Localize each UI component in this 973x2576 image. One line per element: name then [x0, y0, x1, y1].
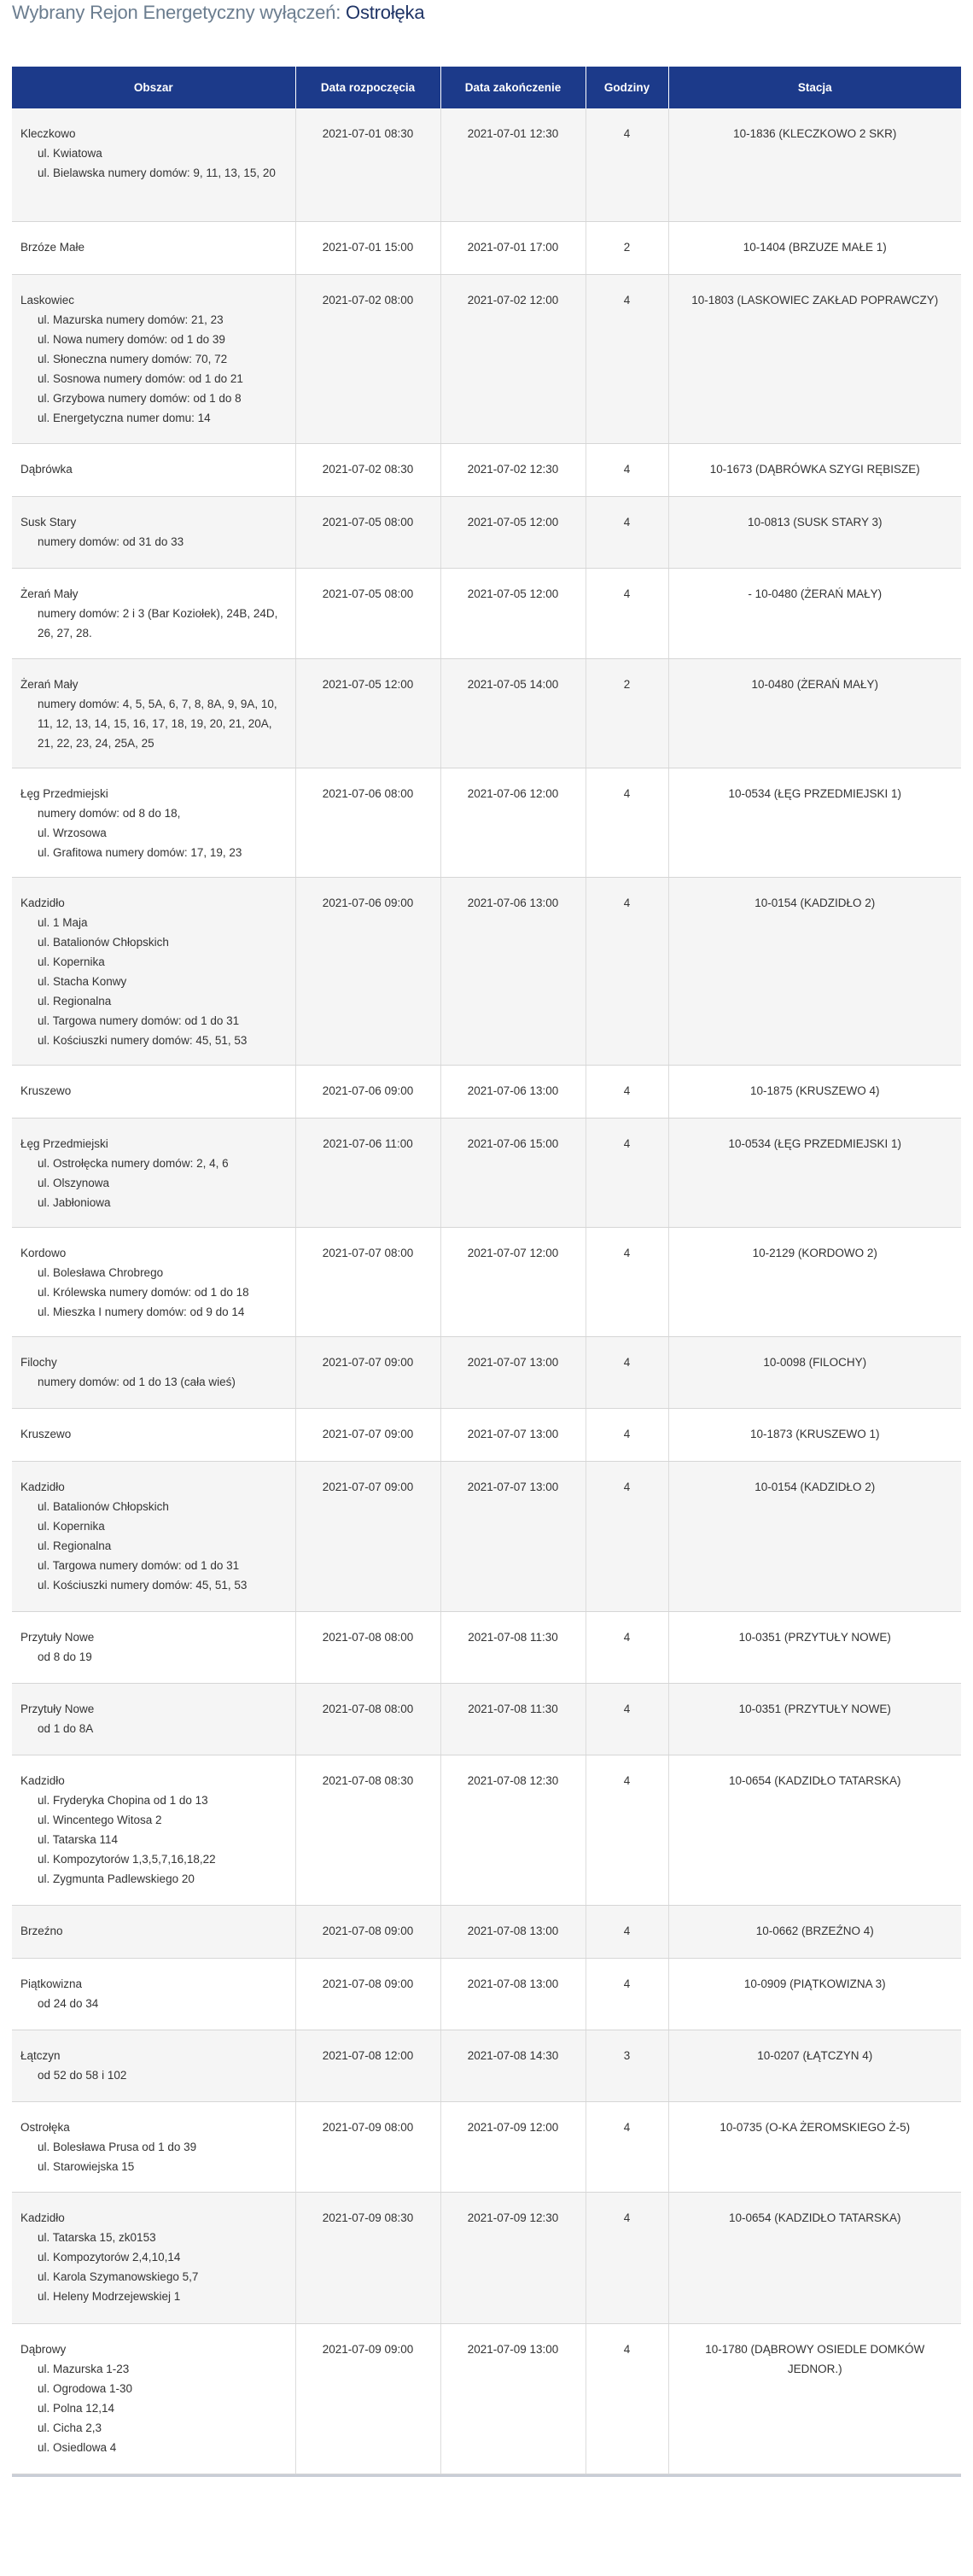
- cell-station: 10-1404 (BRZUZE MAŁE 1): [668, 221, 961, 274]
- cell-station: 10-0654 (KADZIDŁO TATARSKA): [668, 2192, 961, 2323]
- cell-station: 10-0351 (PRZYTUŁY NOWE): [668, 1683, 961, 1755]
- area-name: Kruszewo: [20, 1427, 72, 1440]
- cell-end-date: 2021-07-08 11:30: [440, 1683, 586, 1755]
- area-detail-line: ul. Olszynowa: [38, 1176, 110, 1189]
- area-name: Przytuły Nowe: [20, 1630, 95, 1644]
- table-row: [12, 1611, 961, 1683]
- cell-end-date: 2021-07-05 12:00: [440, 496, 586, 568]
- area-detail-line: ul. 1 Maja: [38, 915, 88, 929]
- cell-start-date: 2021-07-05 08:00: [295, 568, 440, 658]
- area-detail-line: ul. Targowa numery domów: od 1 do 31: [38, 1558, 240, 1572]
- cell-end-date: 2021-07-07 13:00: [440, 1461, 586, 1611]
- cell-hours: 4: [586, 1683, 668, 1755]
- cell-start-date: 2021-07-08 09:00: [295, 1958, 440, 2030]
- cell-station: 10-0654 (KADZIDŁO TATARSKA): [668, 1755, 961, 1905]
- cell-station: 10-0662 (BRZEŹNO 4): [668, 1905, 961, 1958]
- cell-station: 10-1836 (KLECZKOWO 2 SKR): [668, 108, 961, 221]
- cell-end-date: 2021-07-08 13:00: [440, 1905, 586, 1958]
- area-detail-line: ul. Wrzosowa: [38, 826, 107, 839]
- cell-area: [12, 1755, 295, 1905]
- cell-station: 10-1803 (LASKOWIEC ZAKŁAD POPRAWCZY): [668, 274, 961, 443]
- cell-end-date: 2021-07-06 13:00: [440, 1065, 586, 1118]
- area-detail-line: od 1 do 8A: [38, 1721, 94, 1735]
- cell-area: [12, 2323, 295, 2474]
- cell-hours: 2: [586, 658, 668, 768]
- area-detail-line: ul. Mazurska 1-23: [38, 2362, 130, 2375]
- cell-end-date: 2021-07-08 14:30: [440, 2030, 586, 2101]
- cell-end-date: 2021-07-05 14:00: [440, 658, 586, 768]
- cell-hours: 4: [586, 1408, 668, 1461]
- area-detail-line: ul. Bolesława Chrobrego: [38, 1265, 164, 1279]
- cell-hours: 4: [586, 1227, 668, 1336]
- area-detail-line: ul. Polna 12,14: [38, 2401, 115, 2415]
- table-row: [12, 496, 961, 568]
- table-row: [12, 568, 961, 658]
- cell-end-date: 2021-07-07 12:00: [440, 1227, 586, 1336]
- cell-hours: 4: [586, 2323, 668, 2474]
- cell-end-date: 2021-07-09 13:00: [440, 2323, 586, 2474]
- cell-hours: 4: [586, 1905, 668, 1958]
- cell-hours: 4: [586, 2192, 668, 2323]
- area-detail-line: ul. Fryderyka Chopina od 1 do 13: [38, 1793, 208, 1807]
- area-detail-line: ul. Kwiatowa: [38, 147, 102, 160]
- cell-end-date: 2021-07-09 12:00: [440, 2101, 586, 2192]
- cell-start-date: 2021-07-07 09:00: [295, 1461, 440, 1611]
- area-name: Kordowo: [20, 1246, 67, 1259]
- cell-station: 10-0735 (O-KA ŻEROMSKIEGO Ż-5): [668, 2101, 961, 2192]
- cell-area: [12, 1461, 295, 1611]
- cell-hours: 4: [586, 108, 668, 221]
- cell-end-date: 2021-07-07 13:00: [440, 1408, 586, 1461]
- cell-end-date: 2021-07-05 12:00: [440, 568, 586, 658]
- cell-start-date: 2021-07-05 12:00: [295, 658, 440, 768]
- area-detail-line: numery domów: od 1 do 13 (cała wieś): [38, 1375, 236, 1388]
- area-detail-line: od 52 do 58 i 102: [38, 2068, 127, 2082]
- table-row: [12, 2030, 961, 2101]
- area-detail-line: numery domów: 4, 5, 5A, 6, 7, 8, 8A, 9, 9A, 10, 11, 12, 13, 14, 15, 16, 17, 18, 19, 20, 21, 20A, 21, 22, 23, 24, 25A, 25: [38, 697, 277, 750]
- table-row: [12, 221, 961, 274]
- cell-end-date: 2021-07-01 17:00: [440, 221, 586, 274]
- selected-region: Ostrołęka: [346, 2, 425, 23]
- cell-start-date: 2021-07-08 08:00: [295, 1683, 440, 1755]
- area-name: Dąbrówka: [20, 462, 73, 476]
- cell-station: 10-0154 (KADZIDŁO 2): [668, 1461, 961, 1611]
- cell-start-date: 2021-07-07 09:00: [295, 1408, 440, 1461]
- cell-start-date: 2021-07-06 09:00: [295, 1065, 440, 1118]
- cell-hours: 3: [586, 2030, 668, 2101]
- cell-end-date: 2021-07-06 13:00: [440, 877, 586, 1065]
- cell-start-date: 2021-07-02 08:00: [295, 274, 440, 443]
- cell-area: [12, 443, 295, 496]
- cell-station: 10-2129 (KORDOWO 2): [668, 1227, 961, 1336]
- column-header-area: Obszar: [12, 67, 295, 108]
- area-detail-line: ul. Mieszka I numery domów: od 9 do 14: [38, 1305, 245, 1318]
- area-detail-line: ul. Bolesława Prusa od 1 do 39: [38, 2140, 197, 2153]
- cell-area: [12, 877, 295, 1065]
- area-detail-line: ul. Osiedlowa 4: [38, 2440, 117, 2454]
- table-row: [12, 2323, 961, 2474]
- cell-hours: 4: [586, 1065, 668, 1118]
- cell-area: [12, 2101, 295, 2192]
- cell-area: [12, 568, 295, 658]
- cell-start-date: 2021-07-06 08:00: [295, 768, 440, 877]
- cell-station: 10-0534 (ŁĘG PRZEDMIEJSKI 1): [668, 768, 961, 877]
- area-name: Żerań Mały: [20, 587, 79, 600]
- area-detail-line: ul. Mazurska numery domów: 21, 23: [38, 313, 224, 326]
- area-detail-line: ul. Kościuszki numery domów: 45, 51, 53: [38, 1033, 248, 1047]
- heading-prefix: Wybrany Rejon Energetyczny wyłączeń:: [12, 2, 347, 23]
- area-detail-line: ul. Regionalna: [38, 1539, 112, 1552]
- area-detail-line: ul. Kompozytorów 1,3,5,7,16,18,22: [38, 1852, 216, 1866]
- area-detail-line: ul. Stacha Konwy: [38, 974, 127, 988]
- cell-start-date: 2021-07-08 08:00: [295, 1611, 440, 1683]
- area-detail-line: numery domów: od 8 do 18,: [38, 806, 181, 820]
- column-header-station: Stacja: [668, 67, 961, 108]
- table-row: [12, 274, 961, 443]
- cell-area: [12, 1611, 295, 1683]
- cell-start-date: 2021-07-09 08:30: [295, 2192, 440, 2323]
- cell-start-date: 2021-07-06 11:00: [295, 1118, 440, 1227]
- cell-hours: 4: [586, 877, 668, 1065]
- cell-hours: 4: [586, 1958, 668, 2030]
- area-detail-line: ul. Energetyczna numer domu: 14: [38, 411, 211, 424]
- cell-area: [12, 2192, 295, 2323]
- area-detail-line: numery domów: 2 i 3 (Bar Koziołek), 24B, 24D, 26, 27, 28.: [38, 606, 278, 640]
- cell-start-date: 2021-07-08 09:00: [295, 1905, 440, 1958]
- area-detail-line: ul. Grafitowa numery domów: 17, 19, 23: [38, 845, 242, 859]
- area-detail-line: numery domów: od 31 do 33: [38, 534, 184, 548]
- area-name: Dąbrowy: [20, 2342, 67, 2356]
- cell-area: [12, 1336, 295, 1408]
- table-body: [12, 108, 961, 2474]
- area-name: Łęg Przedmiejski: [20, 786, 108, 800]
- table-row: [12, 1755, 961, 1905]
- cell-station: 10-0909 (PIĄTKOWIZNA 3): [668, 1958, 961, 2030]
- area-name: Łęg Przedmiejski: [20, 1136, 108, 1150]
- area-detail-line: ul. Królewska numery domów: od 1 do 18: [38, 1285, 249, 1299]
- area-detail-line: ul. Heleny Modrzejewskiej 1: [38, 2289, 181, 2303]
- cell-end-date: 2021-07-06 15:00: [440, 1118, 586, 1227]
- cell-start-date: 2021-07-01 08:30: [295, 108, 440, 221]
- cell-start-date: 2021-07-08 08:30: [295, 1755, 440, 1905]
- area-name: Kadzidło: [20, 1773, 65, 1787]
- cell-station: - 10-0480 (ŻERAŃ MAŁY): [668, 568, 961, 658]
- cell-station: 10-1673 (DĄBRÓWKA SZYGI RĘBISZE): [668, 443, 961, 496]
- cell-hours: 2: [586, 221, 668, 274]
- area-detail-line: ul. Regionalna: [38, 994, 112, 1008]
- area-detail-line: ul. Zygmunta Padlewskiego 20: [38, 1872, 195, 1885]
- table-row: [12, 877, 961, 1065]
- cell-station: 10-0154 (KADZIDŁO 2): [668, 877, 961, 1065]
- cell-area: [12, 1958, 295, 2030]
- area-detail-line: ul. Kopernika: [38, 955, 105, 968]
- area-name: Brzóze Małe: [20, 240, 85, 254]
- area-name: Kadzidło: [20, 2211, 65, 2224]
- cell-start-date: 2021-07-01 15:00: [295, 221, 440, 274]
- area-detail-line: ul. Ogrodowa 1-30: [38, 2381, 133, 2395]
- cell-area: [12, 1408, 295, 1461]
- area-name: Brzeźno: [20, 1924, 63, 1937]
- cell-area: [12, 658, 295, 768]
- cell-hours: 4: [586, 568, 668, 658]
- area-detail-line: ul. Tatarska 114: [38, 1832, 119, 1846]
- cell-end-date: 2021-07-06 12:00: [440, 768, 586, 877]
- cell-start-date: 2021-07-02 08:30: [295, 443, 440, 496]
- area-detail-line: ul. Batalionów Chłopskich: [38, 935, 169, 949]
- table-row: [12, 443, 961, 496]
- cell-area: [12, 221, 295, 274]
- cell-hours: 4: [586, 1118, 668, 1227]
- area-name: Przytuły Nowe: [20, 1702, 95, 1715]
- cell-station: 10-0351 (PRZYTUŁY NOWE): [668, 1611, 961, 1683]
- area-detail-line: od 8 do 19: [38, 1650, 92, 1663]
- area-name: Laskowiec: [20, 293, 75, 307]
- area-detail-line: ul. Batalionów Chłopskich: [38, 1499, 169, 1513]
- cell-station: 10-0813 (SUSK STARY 3): [668, 496, 961, 568]
- table-row: [12, 2192, 961, 2323]
- area-detail-line: ul. Sosnowa numery domów: od 1 do 21: [38, 371, 243, 385]
- cell-area: [12, 2030, 295, 2101]
- table-row: [12, 658, 961, 768]
- cell-start-date: 2021-07-07 08:00: [295, 1227, 440, 1336]
- cell-end-date: 2021-07-08 12:30: [440, 1755, 586, 1905]
- cell-end-date: 2021-07-07 13:00: [440, 1336, 586, 1408]
- cell-start-date: 2021-07-05 08:00: [295, 496, 440, 568]
- table-row: [12, 1461, 961, 1611]
- area-name: Żerań Mały: [20, 677, 79, 691]
- area-name: Kadzidło: [20, 1480, 65, 1493]
- cell-start-date: 2021-07-06 09:00: [295, 877, 440, 1065]
- area-detail-line: ul. Nowa numery domów: od 1 do 39: [38, 332, 225, 346]
- cell-area: [12, 1227, 295, 1336]
- cell-hours: 4: [586, 1336, 668, 1408]
- area-detail-line: ul. Karola Szymanowskiego 5,7: [38, 2269, 199, 2283]
- table-row: [12, 108, 961, 221]
- area-detail-line: ul. Tatarska 15, zk0153: [38, 2230, 156, 2244]
- outage-table-container: [12, 67, 961, 2477]
- cell-station: 10-1875 (KRUSZEWO 4): [668, 1065, 961, 1118]
- cell-hours: 4: [586, 496, 668, 568]
- area-name: Kleczkowo: [20, 127, 76, 140]
- table-row: [12, 1336, 961, 1408]
- table-row: [12, 1958, 961, 2030]
- cell-area: [12, 496, 295, 568]
- cell-end-date: 2021-07-08 11:30: [440, 1611, 586, 1683]
- cell-station: 10-0207 (ŁĄTCZYN 4): [668, 2030, 961, 2101]
- cell-area: [12, 1118, 295, 1227]
- area-detail-line: ul. Kopernika: [38, 1519, 105, 1533]
- cell-hours: 4: [586, 274, 668, 443]
- table-row: [12, 1227, 961, 1336]
- table-row: [12, 1408, 961, 1461]
- cell-hours: 4: [586, 2101, 668, 2192]
- table-row: [12, 1065, 961, 1118]
- cell-hours: 4: [586, 1755, 668, 1905]
- cell-start-date: 2021-07-09 09:00: [295, 2323, 440, 2474]
- area-detail-line: ul. Kompozytorów 2,4,10,14: [38, 2250, 181, 2263]
- cell-start-date: 2021-07-09 08:00: [295, 2101, 440, 2192]
- area-detail-line: ul. Słoneczna numery domów: 70, 72: [38, 352, 228, 365]
- cell-hours: 4: [586, 443, 668, 496]
- cell-area: [12, 1905, 295, 1958]
- area-detail-line: ul. Starowiejska 15: [38, 2159, 135, 2173]
- table-header-row: [12, 67, 961, 108]
- cell-area: [12, 1683, 295, 1755]
- cell-area: [12, 108, 295, 221]
- cell-area: [12, 274, 295, 443]
- cell-area: [12, 768, 295, 877]
- cell-station: 10-1873 (KRUSZEWO 1): [668, 1408, 961, 1461]
- cell-station: 10-1780 (DĄBROWY OSIEDLE DOMKÓW JEDNOR.): [668, 2323, 961, 2474]
- area-detail-line: ul. Wincentego Witosa 2: [38, 1813, 162, 1826]
- area-detail-line: ul. Ostrołęcka numery domów: 2, 4, 6: [38, 1156, 229, 1170]
- cell-station: 10-0480 (ŻERAŃ MAŁY): [668, 658, 961, 768]
- cell-end-date: 2021-07-09 12:30: [440, 2192, 586, 2323]
- area-detail-line: ul. Cicha 2,3: [38, 2421, 102, 2434]
- area-detail-line: ul. Kościuszki numery domów: 45, 51, 53: [38, 1578, 248, 1592]
- page-heading: [12, 2, 424, 24]
- area-name: Ostrołęka: [20, 2120, 70, 2134]
- table-row: [12, 768, 961, 877]
- column-header-end-date: Data zakończenie: [440, 67, 586, 108]
- column-header-start-date: Data rozpoczęcia: [295, 67, 440, 108]
- cell-end-date: 2021-07-08 13:00: [440, 1958, 586, 2030]
- cell-station: 10-0098 (FILOCHY): [668, 1336, 961, 1408]
- cell-hours: 4: [586, 1461, 668, 1611]
- area-name: Łątczyn: [20, 2048, 61, 2062]
- table-row: [12, 1118, 961, 1227]
- outage-table: [12, 67, 961, 2474]
- area-name: Piątkowizna: [20, 1977, 83, 1990]
- area-name: Filochy: [20, 1355, 57, 1369]
- cell-hours: 4: [586, 1611, 668, 1683]
- cell-end-date: 2021-07-01 12:30: [440, 108, 586, 221]
- cell-area: [12, 1065, 295, 1118]
- area-detail-line: ul. Targowa numery domów: od 1 do 31: [38, 1013, 240, 1027]
- area-name: Susk Stary: [20, 515, 77, 529]
- cell-hours: 4: [586, 768, 668, 877]
- area-name: Kruszewo: [20, 1084, 72, 1097]
- cell-start-date: 2021-07-08 12:00: [295, 2030, 440, 2101]
- cell-end-date: 2021-07-02 12:00: [440, 274, 586, 443]
- column-header-hours: Godziny: [586, 67, 668, 108]
- area-detail-line: od 24 do 34: [38, 1996, 99, 2010]
- cell-end-date: 2021-07-02 12:30: [440, 443, 586, 496]
- cell-station: 10-0534 (ŁĘG PRZEDMIEJSKI 1): [668, 1118, 961, 1227]
- cell-start-date: 2021-07-07 09:00: [295, 1336, 440, 1408]
- table-row: [12, 1683, 961, 1755]
- area-detail-line: ul. Grzybowa numery domów: od 1 do 8: [38, 391, 242, 405]
- table-row: [12, 1905, 961, 1958]
- area-name: Kadzidło: [20, 896, 65, 909]
- area-detail-line: ul. Jabłoniowa: [38, 1195, 111, 1209]
- area-detail-line: ul. Bielawska numery domów: 9, 11, 13, 15, 20: [38, 166, 276, 179]
- table-row: [12, 2101, 961, 2192]
